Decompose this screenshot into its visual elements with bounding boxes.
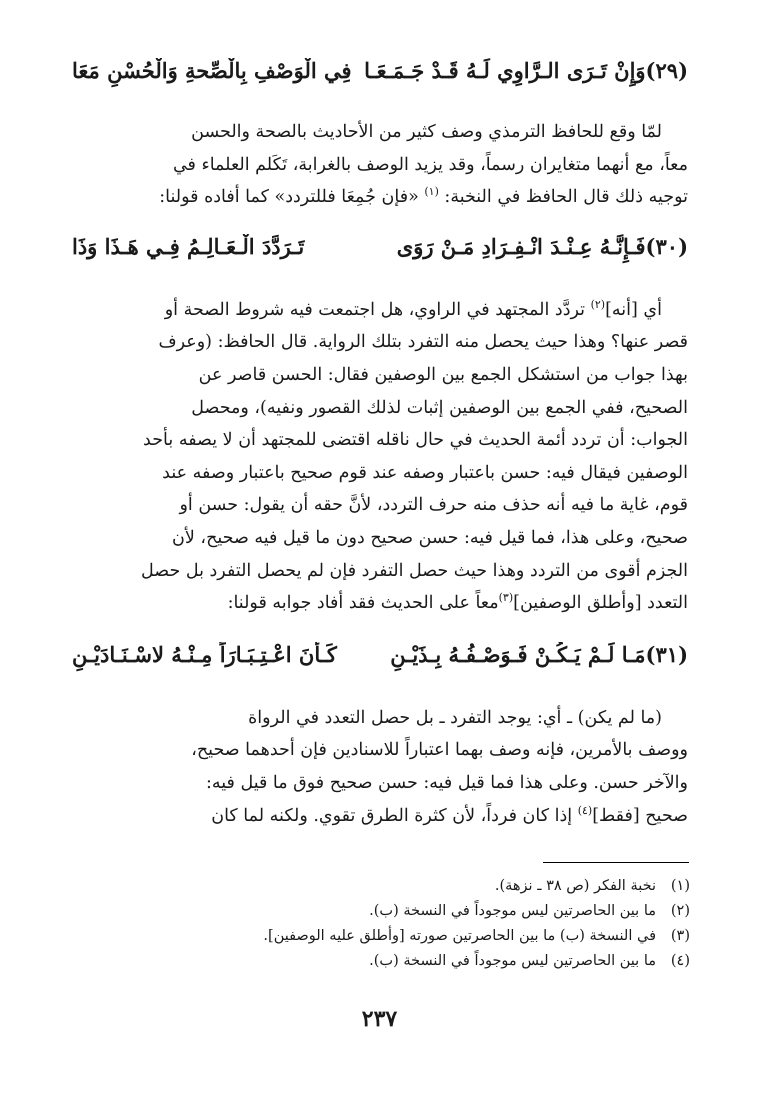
footnote-text: في النسخة (ب) ما بين الحاصرتين صورته [وأطلق عليه الوصفين]. [263, 928, 656, 944]
footnote-text: نخبة الفكر (ص ٣٨ ـ نزهة). [494, 878, 656, 894]
bracketed-insert: صحيح [فقط] [592, 805, 688, 826]
paragraph-3-line: ووصف بالأمرين، فإنه وصف بهما اعتباراً للاسنادين فإن أحدهما صحيح، [191, 740, 688, 761]
paragraph-2-line: الصحيح، ففي الجمع بين الوصفين إثبات لذلك القصور ونفيه)، ومحصل [191, 397, 688, 418]
paragraph-2-line [72, 587, 688, 620]
footnote-text: ما بين الحاصرتين ليس موجوداً في النسخة (ب). [369, 903, 656, 919]
verse-30-first-hemistich: (٣٠)فَـإِنَّـهُ عِـنْـدَ انْـفِـرَادِ مَـنْ رَوَى [396, 233, 688, 259]
verse-31-second-hemistich: كَـأَنَ اعْـتِـبَـارَاً مِـنْـهُ لاسْـنَـادَيْـنِ [72, 641, 337, 667]
page-body [72, 58, 688, 832]
footnote-item [72, 949, 690, 974]
verse-30-second-hemistich: تَـرَدَّدَ الْـعَـالِـمُ فِـي هَـذَا وَذَا [72, 233, 305, 259]
paragraph-3-line-rest: إذا كان فرداً، لأن كثرة الطرق تقوي. ولكنه لما كان [211, 805, 578, 826]
footnote-item [72, 924, 690, 949]
footnote-number: (٣) [670, 928, 690, 944]
paragraph-2-line: قصر عنها؟ وهذا حيث يحصل منه التفرد بتلك الرواية. قال الحافظ: (وعرف [158, 332, 688, 353]
paragraph-3-line: والآخر حسن. وعلى هذا فما قيل فيه: حسن صحيح فوق ما قيل فيه: [205, 772, 688, 793]
footnote-number: (٤) [670, 953, 690, 969]
paragraph-2 [72, 294, 688, 620]
bracketed-insert: أي [أنه] [605, 299, 662, 320]
verse-31-first-hemistich: (٣١)مَـا لَـمْ يَـكُـنْ فَـوَصْـفُـهُ بِـذَيْـنِ [390, 641, 688, 667]
paragraph-2-line: الوصفين فيقال فيه: حسن باعتبار وصفه عند قوم صحيح باعتبار وصفه عند [162, 462, 688, 483]
footnote-number: (١) [670, 878, 690, 894]
bracketed-insert: التعدد [وأطلق الوصفين] [513, 593, 688, 614]
paragraph-2-line-rest: تردَّد المجتهد في الراوي، هل اجتمعت فيه شروط الصحة أو [164, 299, 591, 320]
paragraph-1 [72, 116, 688, 214]
paragraph-2-line: الجواب: أن تردد أئمة الحديث في حال ناقله اقتضى للمجتهد أن لا يصفه بأحد [143, 430, 688, 451]
verse-31 [72, 642, 688, 682]
verse-29 [72, 58, 688, 98]
footnote-ref-2[interactable]: (٢) [590, 297, 606, 311]
footnotes [72, 874, 690, 974]
footnote-item [72, 874, 690, 899]
footnote-ref-3[interactable]: (٣) [498, 591, 514, 605]
paragraph-1-line: معاً، مع أنهما متغايران رسماً، وقد يزيد الوصف بالغرابة، تَكَلم العلماء في [172, 154, 688, 175]
paragraph-2-line: قوم، غاية ما فيه أنه حذف منه حرف التردد، لأنَّ حقه أن يقول: حسن أو [179, 495, 688, 516]
paragraph-2-line: بهذا جواب من استشكل الجمع بين الوصفين فقال: الحسن قاصر عن [198, 364, 688, 385]
paragraph-3-line: (ما لم يكن) ـ أي: يوجد التفرد ـ بل حصل التعدد في الرواة [248, 707, 662, 728]
paragraph-3-line [72, 800, 688, 833]
footnote-ref-4[interactable]: (٤) [577, 803, 593, 817]
footnote-separator [543, 862, 689, 863]
paragraph-1-line: توجيه ذلك قال الحافظ في النخبة: $^{(١)}$ «فإن جُمِعَا فللتردد» كما أفاده قولنا: [159, 185, 688, 208]
paragraph-3 [72, 702, 688, 832]
footnote-number: (٢) [670, 903, 690, 919]
verse-29-second-hemistich: فِي الْوَصْفِ بِالْصِّحةِ وَالْحُسْنِ مَعَا [72, 58, 352, 83]
verse-30 [72, 234, 688, 274]
verse-29-first-hemistich: (٢٩)وَإِنْ تَـرَى الـرَّاوِي لَـهُ قَـدْ جَـمَـعَـا [364, 58, 688, 83]
footnote-text: ما بين الحاصرتين ليس موجوداً في النسخة (ب). [369, 953, 656, 969]
paragraph-2-line [72, 294, 688, 327]
footnote-item [72, 899, 690, 924]
paragraph-2-line: صحيح، وعلى هذا، فما قيل فيه: حسن صحيح دون ما قيل فيه صحيح، لأن [172, 527, 688, 548]
footnote-ref-1[interactable]: (١) [424, 185, 439, 199]
paragraph-2-line: الجزم أقوى من التردد وهذا حيث حصل التفرد فإن لم يحصل التفرد بل حصل [141, 560, 688, 581]
paragraph-1-line: لمّا وقع للحافظ الترمذي وصف كثير من الأحاديث بالصحة والحسن [191, 122, 662, 142]
page-number: ٢٣٧ [361, 1006, 398, 1032]
paragraph-2-line-rest: معاً على الحديث فقد أفاد جوابه قولنا: [227, 593, 499, 614]
